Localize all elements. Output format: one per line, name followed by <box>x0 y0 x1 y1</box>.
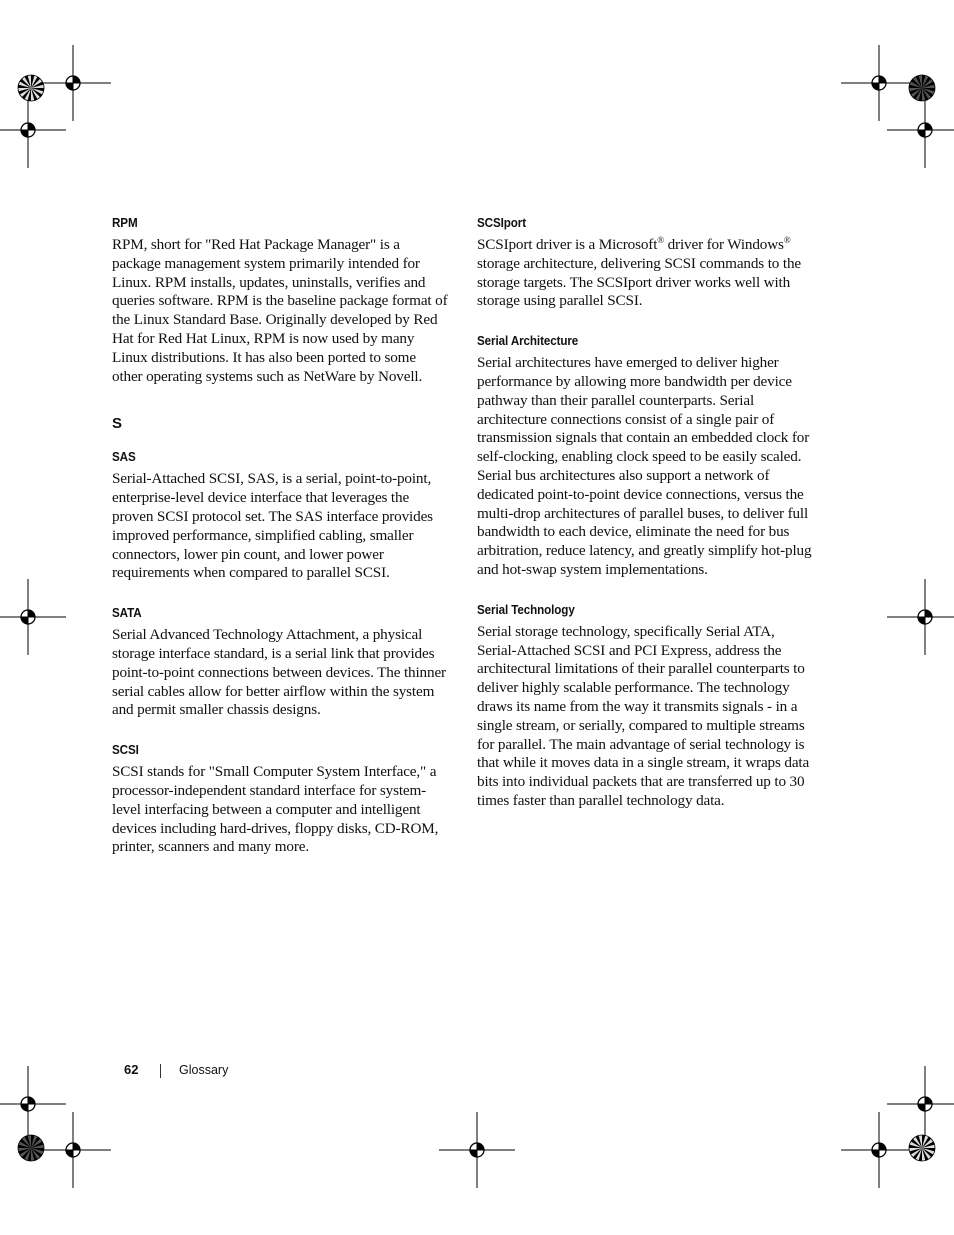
term-rpm: RPM <box>112 216 138 230</box>
definition-scsiport-part2: driver for Windows <box>663 236 784 253</box>
term-sata: SATA <box>112 606 142 621</box>
left-column <box>112 216 450 880</box>
starburst-color-bar-icon <box>908 74 936 102</box>
registration-crosshair-icon <box>887 92 954 168</box>
footer-section-label: Glossary <box>179 1063 229 1077</box>
section-letter: S <box>112 415 123 433</box>
registration-crosshair-icon <box>439 1112 515 1188</box>
definition-scsiport-part3: storage architecture, delivering SCSI commands to the storage targets. The SCSIport driver works well with storage using parallel SCSI. <box>477 254 801 310</box>
term-serial-architecture: Serial Architecture <box>477 334 579 349</box>
starburst-color-bar-icon <box>17 74 45 102</box>
registration-crosshair-icon <box>0 92 66 168</box>
registration-crosshair-icon <box>0 579 66 655</box>
registration-crosshair-icon <box>887 579 954 655</box>
definition-scsiport <box>477 236 813 311</box>
registered-mark: ® <box>657 234 664 245</box>
right-column <box>477 216 813 834</box>
definition-serial-technology: Serial storage technology, specifically Serial ATA, Serial-Attached SCSI and PCI Express, address the architectural limitations of their parallel counterparts to deliver highly scalable performance. The technology draws its name from the way it transmits signals - in a single stream, or serially, compared to multiple streams for parallel. The main advantage of serial technology is that while it moves data in a single stream, it wraps data bits into individual packets that are transferred up to 30 times faster than parallel technology data. <box>477 622 810 809</box>
starburst-color-bar-icon <box>908 1134 936 1162</box>
registered-mark: ® <box>783 234 791 245</box>
definition-scsi: SCSI stands for "Small Computer System Interface," a processor-independent standard interface for system-level interfacing between a computer and intelligent devices including hard-drives, floppy disks, CD-ROM, printer, scanners and many more. <box>112 763 439 856</box>
term-serial-technology: Serial Technology <box>477 602 575 617</box>
footer-separator <box>160 1064 161 1078</box>
definition-serial-architecture: Serial architectures have emerged to deliver higher performance by allowing more bandwidth per device pathway than their parallel counterparts. Serial architecture connections consist of a single pair of transmission signals that contain an embedded clock for self-clocking, enabling clock speed to be easily scaled. Serial bus architectures also support a network of dedicated point-to-point device connections, versus the multi-drop architectures of parallel buses, to deliver full bandwidth to each device, eliminate the need for bus arbitration, reduce latency, and greatly simplify hot-plug and hot-swap system implementations. <box>477 354 812 578</box>
starburst-color-bar-icon <box>17 1134 45 1162</box>
term-sas: SAS <box>112 450 136 465</box>
term-scsiport: SCSIport <box>477 216 526 230</box>
registration-crosshair-icon <box>35 1112 111 1188</box>
page-number: 62 <box>124 1062 139 1077</box>
definition-scsiport-part1: SCSIport driver is a Microsoft <box>477 236 658 253</box>
definition-sas: Serial-Attached SCSI, SAS, is a serial, point-to-point, enterprise-level device interface that leverages the proven SCSI protocol set. The SAS interface provides improved performance, simplified cabling, smaller connectors, lower pin count, and lower power requirements when compared to parallel SCSI. <box>112 470 433 582</box>
definition-sata: Serial Advanced Technology Attachment, a physical storage interface standard, is a serial link that provides point-to-point connections between devices. The thinner serial cables allow for better airflow within the system and permit smaller chassis designs. <box>112 626 446 719</box>
definition-rpm: RPM, short for "Red Hat Package Manager" is a package management system primarily intended for Linux. RPM installs, updates, uninstalls, verifies and queries software. RPM is the baseline package format of the Linux Standard Base. Originally developed by Red Hat for Red Hat Linux, RPM is now used by many Linux distributions. It has also been ported to some other operating systems such as NetWare by Novell. <box>112 236 448 385</box>
term-scsi: SCSI <box>112 743 139 758</box>
registration-crosshair-icon <box>841 1112 917 1188</box>
